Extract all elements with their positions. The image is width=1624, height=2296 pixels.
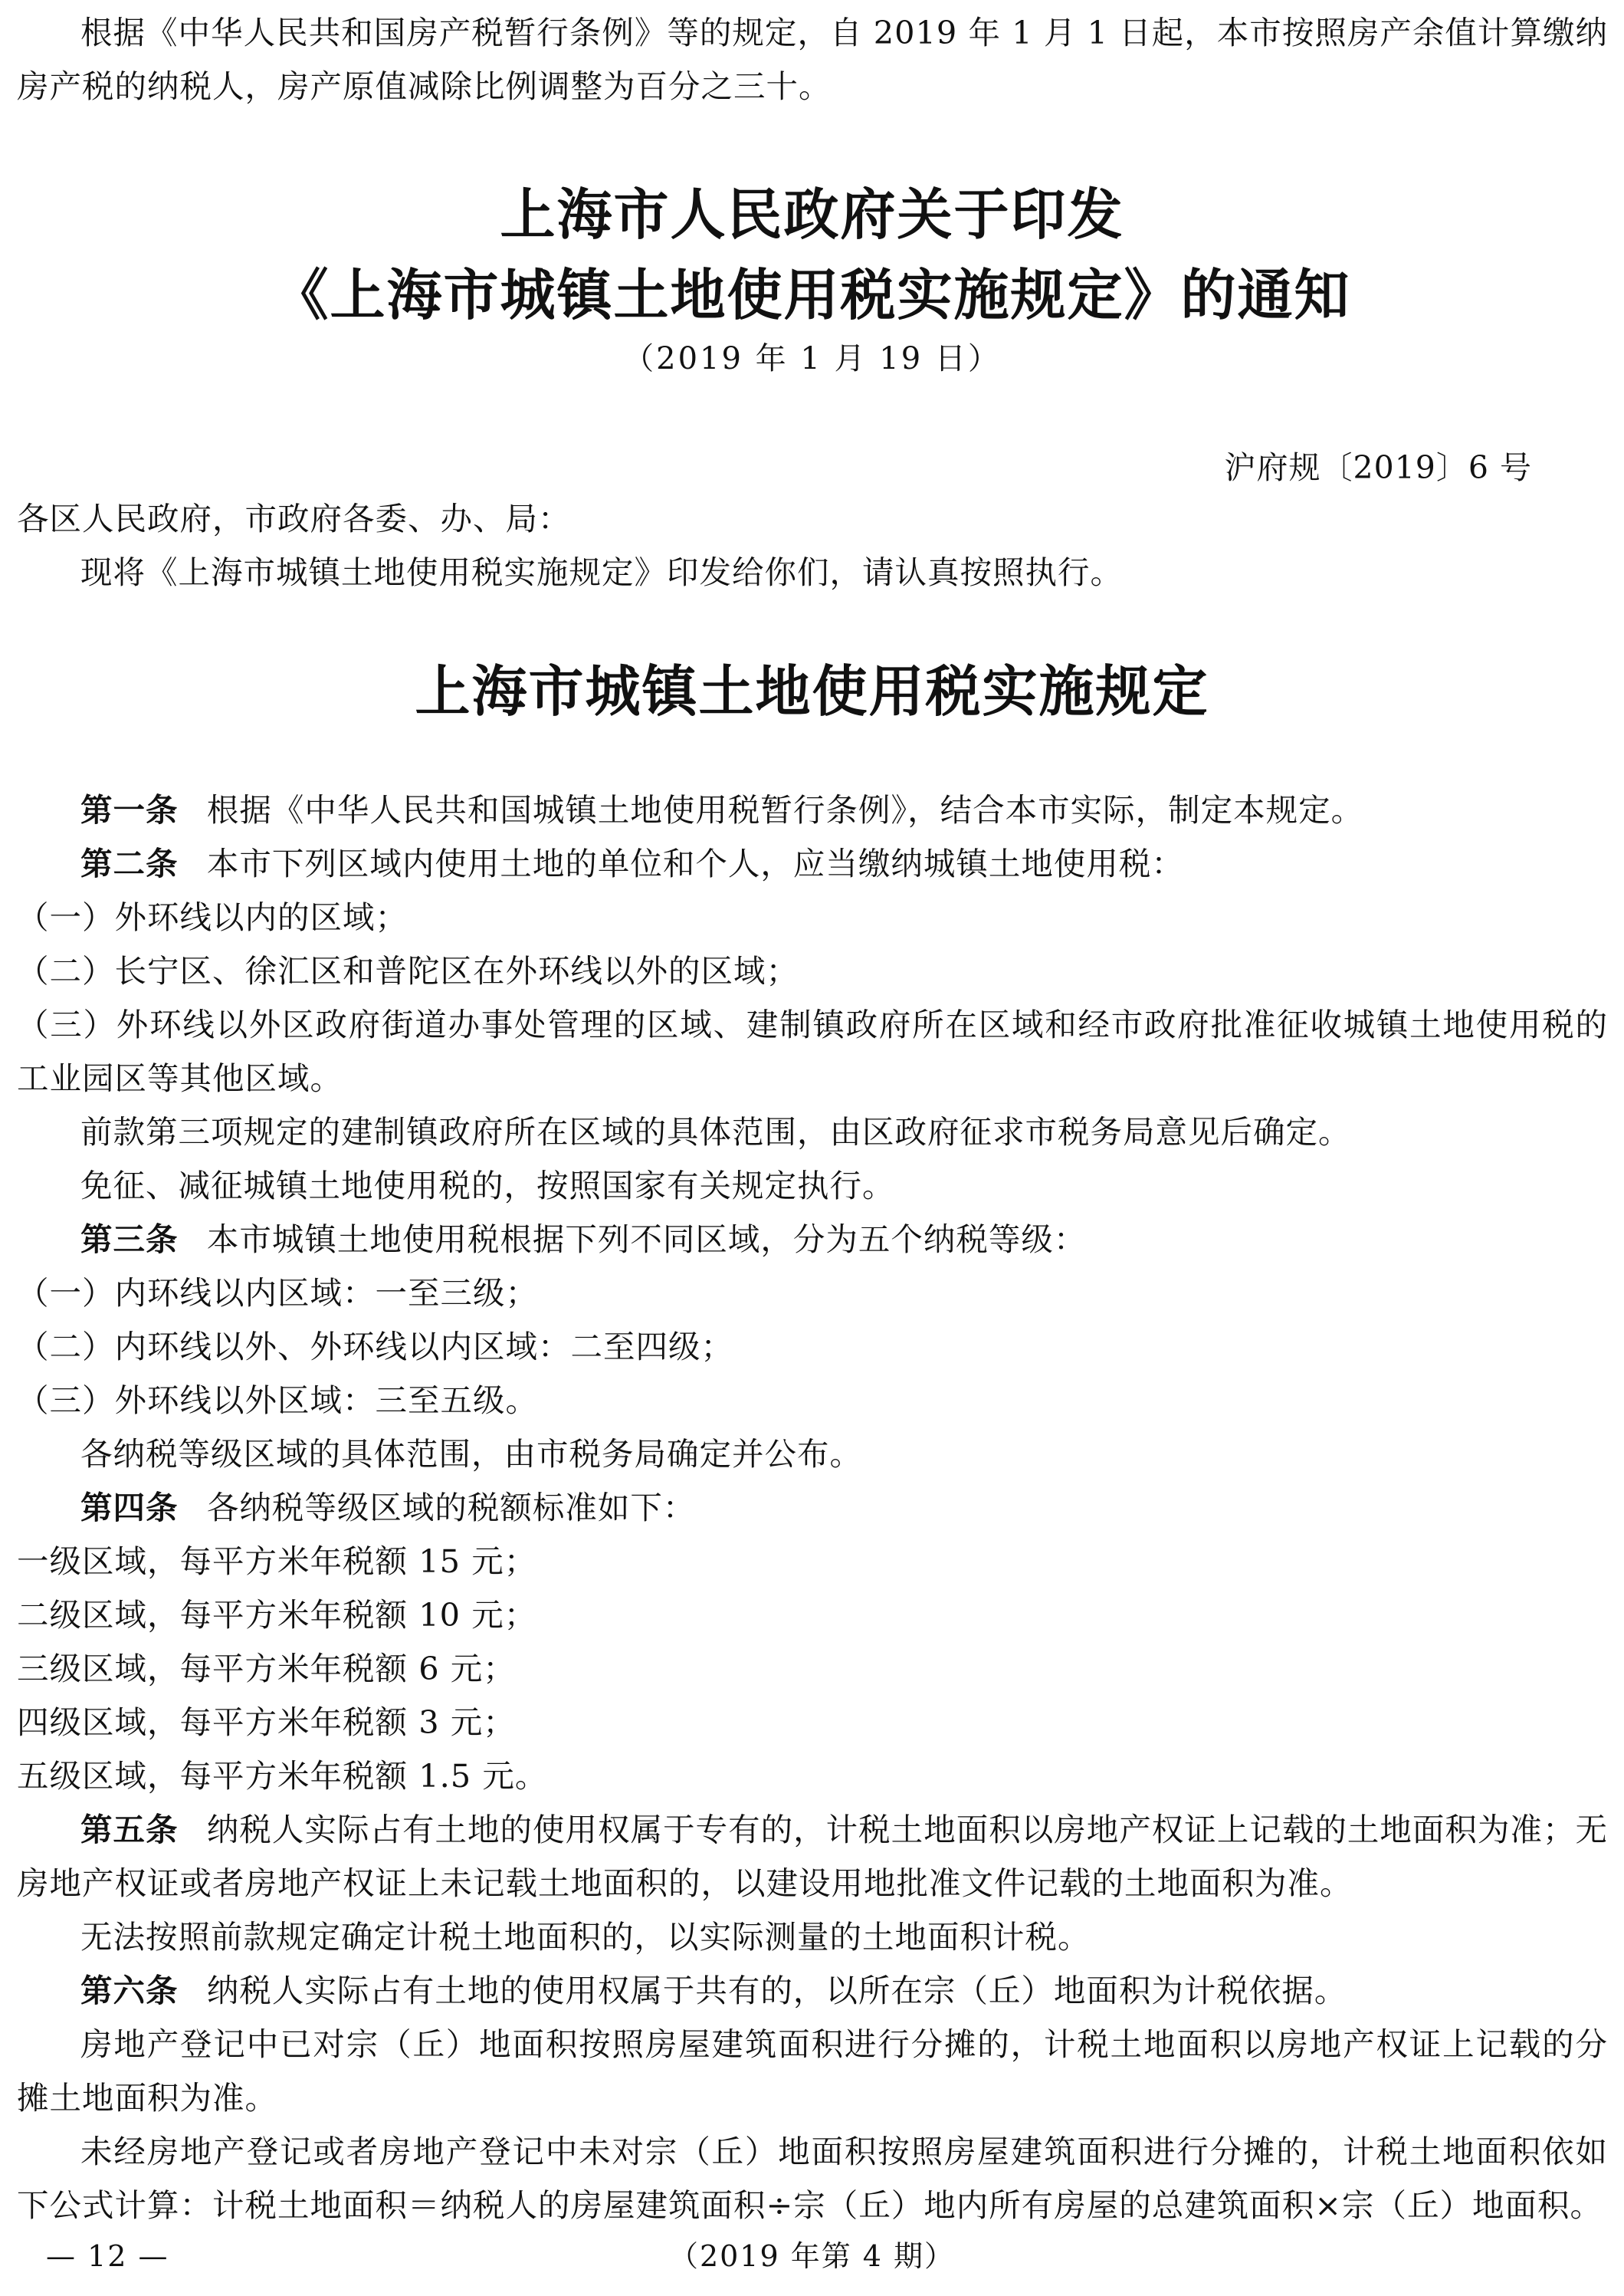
article-3 xyxy=(17,1213,1608,1266)
article-1 xyxy=(17,783,1608,837)
article-2 xyxy=(17,837,1608,891)
article-6-label: 第六条 xyxy=(80,1972,179,2009)
regulation-title: 上海市城镇土地使用税实施规定 xyxy=(415,659,1209,724)
article-4-text: 各纳税等级区域的税额标准如下： xyxy=(206,1489,696,1526)
article-1-label: 第一条 xyxy=(80,791,179,829)
footer-page-number: — 12 — xyxy=(46,2239,169,2273)
document-number: 沪府规〔2019〕6 号 xyxy=(1224,449,1532,486)
notice-title-line1: 上海市人民政府关于印发 xyxy=(500,182,1124,247)
notice-title-line2: 《上海市城镇土地使用税实施规定》的通知 xyxy=(273,263,1351,327)
article-4-item: 四级区域，每平方米年税额 3 元； xyxy=(17,1703,516,1741)
article-3-label: 第三条 xyxy=(80,1220,179,1258)
article-4-item: 三级区域，每平方米年税额 6 元； xyxy=(17,1650,516,1687)
article-2-label: 第二条 xyxy=(80,845,179,882)
regulation-body xyxy=(17,783,1608,2232)
article-2-item: （二）长宁区、徐汇区和普陀区在外环线以外的区域； xyxy=(17,952,799,990)
article-6 xyxy=(17,1964,1608,2018)
article-1-text: 根据《中华人民共和国城镇土地使用税暂行条例》，结合本市实际，制定本规定。 xyxy=(206,791,1364,829)
intro-paragraph: 根据《中华人民共和国房产税暂行条例》等的规定，自 2019 年 1 月 1 日起，本市按照房产余值计算缴纳房产税的纳税人，房产原值减除比例调整为百分之三十。 xyxy=(17,14,1608,105)
article-2-item: （一）外环线以内的区域； xyxy=(17,898,408,936)
article-2-item: （三）外环线以外区政府街道办事处管理的区域、建制镇政府所在区域和经市政府批准征收城镇土地使用税的工业园区等其他区域。 xyxy=(17,1006,1608,1097)
article-4-label: 第四条 xyxy=(80,1489,179,1526)
article-3-item: （三）外环线以外区域：三至五级。 xyxy=(17,1381,539,1419)
article-5 xyxy=(17,1803,1608,1910)
article-3-para2: 各纳税等级区域的具体范围，由市税务局确定并公布。 xyxy=(80,1435,863,1473)
article-3-text: 本市城镇土地使用税根据下列不同区域，分为五个纳税等级： xyxy=(206,1220,1087,1258)
article-6-text: 纳税人实际占有土地的使用权属于共有的，以所在宗（丘）地面积为计税依据。 xyxy=(206,1972,1347,2009)
article-4 xyxy=(17,1481,1608,1535)
article-4-item: 二级区域，每平方米年税额 10 元； xyxy=(17,1596,537,1634)
article-2-text: 本市下列区域内使用土地的单位和个人，应当缴纳城镇土地使用税： xyxy=(206,845,1184,882)
notice-title-block xyxy=(0,175,1624,382)
article-6-para2: 房地产登记中已对宗（丘）地面积按照房屋建筑面积进行分摊的，计税土地面积以房地产权证上记载的分摊土地面积为准。 xyxy=(17,2025,1608,2117)
article-5-text: 纳税人实际占有土地的使用权属于专有的，计税土地面积以房地产权证上记载的土地面积为准；无房地产权证或者房地产权证上未记载土地面积的，以建设用地批准文件记载的土地面积为准。 xyxy=(17,1811,1608,1902)
article-4-item: 一级区域，每平方米年税额 15 元； xyxy=(17,1542,537,1580)
footer-issue: （2019 年第 4 期） xyxy=(668,2239,956,2273)
article-2-para2: 前款第三项规定的建制镇政府所在区域的具体范围，由区政府征求市税务局意见后确定。 xyxy=(80,1113,1351,1151)
notice-date: （2019 年 1 月 19 日） xyxy=(623,341,1001,376)
article-4-item: 五级区域，每平方米年税额 1.5 元。 xyxy=(17,1757,548,1795)
article-3-item: （一）内环线以内区域：一至三级； xyxy=(17,1274,539,1312)
notice-body: 现将《上海市城镇土地使用税实施规定》印发给你们，请认真按照执行。 xyxy=(80,553,1124,591)
article-5-para2: 无法按照前款规定确定计税土地面积的，以实际测量的土地面积计税。 xyxy=(80,1918,1091,1956)
regulation-title-block xyxy=(0,652,1624,732)
article-3-item: （二）内环线以外、外环线以内区域：二至四级； xyxy=(17,1328,734,1365)
intro-section xyxy=(17,6,1608,113)
article-6-para3: 未经房地产登记或者房地产登记中未对宗（丘）地面积按照房屋建筑面积进行分摊的，计税土地面积依如下公式计算：计税土地面积＝纳税人的房屋建筑面积÷宗（丘）地内所有房屋的总建筑面积×宗（丘）地面积。 xyxy=(17,2133,1608,2224)
notice-body-section xyxy=(17,492,1608,599)
article-5-label: 第五条 xyxy=(80,1811,179,1848)
article-2-para3: 免征、减征城镇土地使用税的，按照国家有关规定执行。 xyxy=(80,1167,895,1204)
notice-addressee: 各区人民政府，市政府各委、办、局： xyxy=(17,500,571,537)
